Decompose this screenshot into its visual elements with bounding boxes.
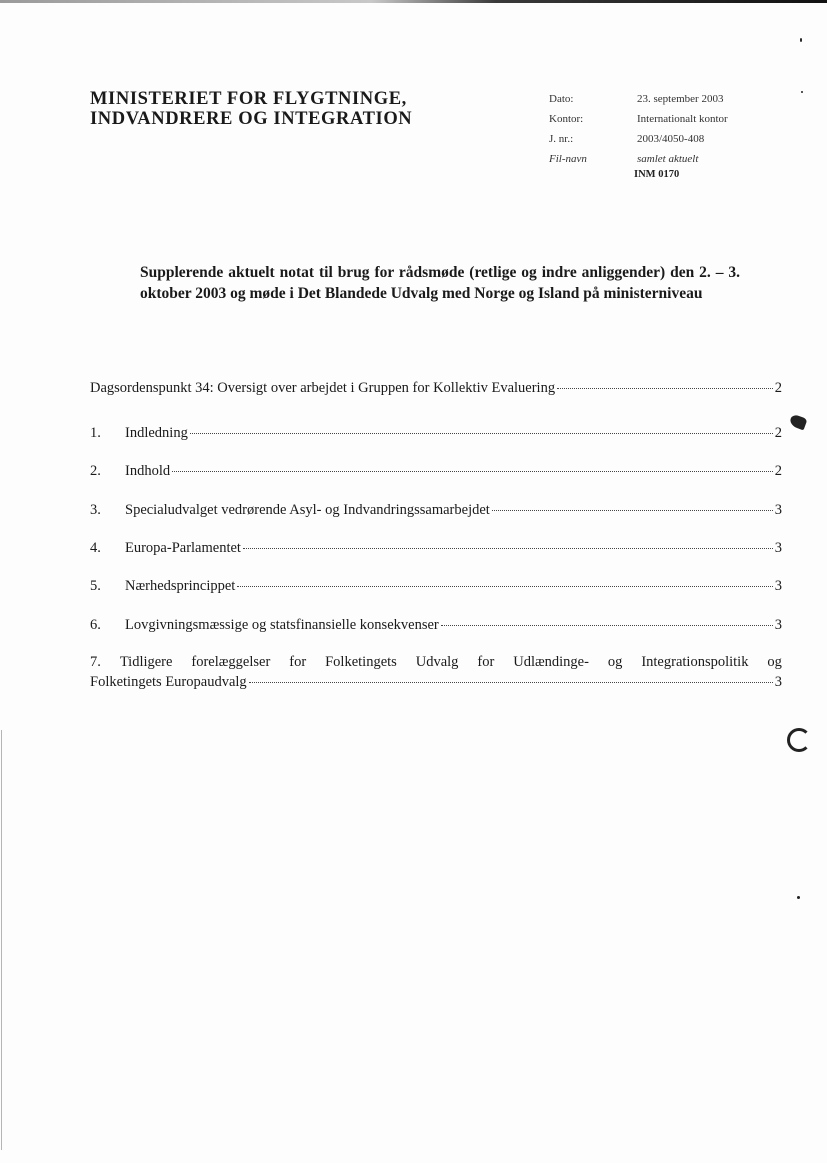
- toc-entry-number: 1.: [90, 425, 101, 441]
- scan-speck: [800, 38, 802, 42]
- toc-entry-page: 3: [774, 674, 782, 690]
- toc-entry-number: 4.: [90, 540, 101, 556]
- meta-label-journal: J. nr.:: [549, 133, 574, 145]
- toc-entry: [90, 540, 782, 557]
- top-edge-rule: [0, 0, 827, 3]
- meta-row-date: [549, 89, 728, 109]
- toc-entry: [90, 502, 782, 519]
- dot-leader: [237, 586, 772, 587]
- toc-entry-title: Indhold: [125, 463, 171, 479]
- toc-entry-number: 5.: [90, 578, 101, 594]
- toc-entry-title: Specialudvalget vedrørende Asyl- og Indvandringssamarbejdet: [125, 502, 490, 518]
- subject-heading: Supplerende aktuelt notat til brug for rådsmøde (retlige og indre anliggender) den 2. – 3. oktober 2003 og møde i Det Blandede Udvalg med Norge og Island på ministerniveau: [140, 264, 740, 302]
- ministry-name-line-1: MINISTERIET FOR FLYGTNINGE,: [90, 89, 407, 109]
- toc-entry-title: Lovgivningsmæssige og statsfinansielle konsekvenser: [125, 617, 439, 633]
- ministry-name-line-2: INDVANDRERE OG INTEGRATION: [90, 109, 413, 129]
- toc-entry-line-2: [90, 672, 782, 692]
- toc-entry-number: 3.: [90, 502, 101, 518]
- meta-row-journal: [549, 129, 728, 149]
- toc-entry: [90, 578, 782, 595]
- document-reference: INM 0170: [634, 169, 680, 180]
- toc-word: og: [767, 654, 782, 670]
- punch-hole-mark: [787, 728, 811, 752]
- toc-entry-title: Dagsordenspunkt 34: Oversigt over arbejdet i Gruppen for Kollektiv Evaluering: [90, 380, 556, 396]
- meta-label-filename: Fil-navn: [549, 153, 587, 165]
- ink-blot: [788, 414, 807, 431]
- dot-leader: [557, 388, 773, 389]
- toc-word: Tidligere: [119, 654, 173, 670]
- toc-entry-title: Europa-Parlamentet: [125, 540, 241, 556]
- toc-entry-page: 3: [774, 502, 782, 518]
- toc-word: Folketingets: [325, 654, 397, 670]
- document-metadata: [549, 89, 728, 169]
- toc-entry-title: Indledning: [125, 425, 188, 441]
- scan-speck: [797, 896, 800, 899]
- toc-entry: [90, 463, 782, 480]
- toc-entry-page: 2: [774, 463, 782, 479]
- toc-word: Integrationspolitik: [641, 654, 749, 670]
- toc-entry: [90, 617, 782, 634]
- meta-value-date: 23. september 2003: [637, 93, 724, 105]
- toc-entry-number: 7.: [90, 654, 101, 670]
- toc-entry-page: 2: [774, 380, 782, 396]
- toc-entry-page: 3: [774, 617, 782, 633]
- dot-leader: [243, 548, 773, 549]
- meta-value-filename: samlet aktuelt: [637, 153, 699, 165]
- meta-value-journal: 2003/4050-408: [637, 133, 705, 145]
- scan-speck: [801, 91, 803, 93]
- left-edge-rule: [1, 730, 2, 1150]
- toc-agenda-heading: [90, 380, 782, 397]
- toc-entry-justified: [90, 652, 782, 692]
- toc-word: forelæggelser: [191, 654, 271, 670]
- dot-leader: [172, 471, 773, 472]
- toc-entry-title: Nærhedsprincippet: [125, 578, 236, 594]
- toc-entry-number: 6.: [90, 617, 101, 633]
- meta-label-office: Kontor:: [549, 113, 584, 125]
- meta-row-office: [549, 109, 728, 129]
- toc-word: for: [477, 654, 495, 670]
- toc-word: Udlændinge-: [513, 654, 589, 670]
- toc-word: og: [607, 654, 623, 670]
- toc-entry-title: Folketingets Europaudvalg: [90, 674, 247, 690]
- toc-entry-number: 2.: [90, 463, 101, 479]
- dot-leader: [441, 625, 773, 626]
- dot-leader: [190, 433, 773, 434]
- meta-row-filename: [549, 149, 728, 169]
- dot-leader: [492, 510, 773, 511]
- dot-leader: [249, 682, 773, 683]
- toc-word: Udvalg: [415, 654, 459, 670]
- meta-label-date: Dato:: [549, 93, 574, 105]
- meta-value-office: Internationalt kontor: [637, 113, 728, 125]
- toc-entry: [90, 425, 782, 442]
- toc-entry-page: 3: [774, 540, 782, 556]
- ministry-name: [90, 89, 412, 129]
- toc-entry-page: 3: [774, 578, 782, 594]
- toc-entry-page: 2: [774, 425, 782, 441]
- toc-word: for: [289, 654, 307, 670]
- toc-entry-line-1: [90, 652, 782, 672]
